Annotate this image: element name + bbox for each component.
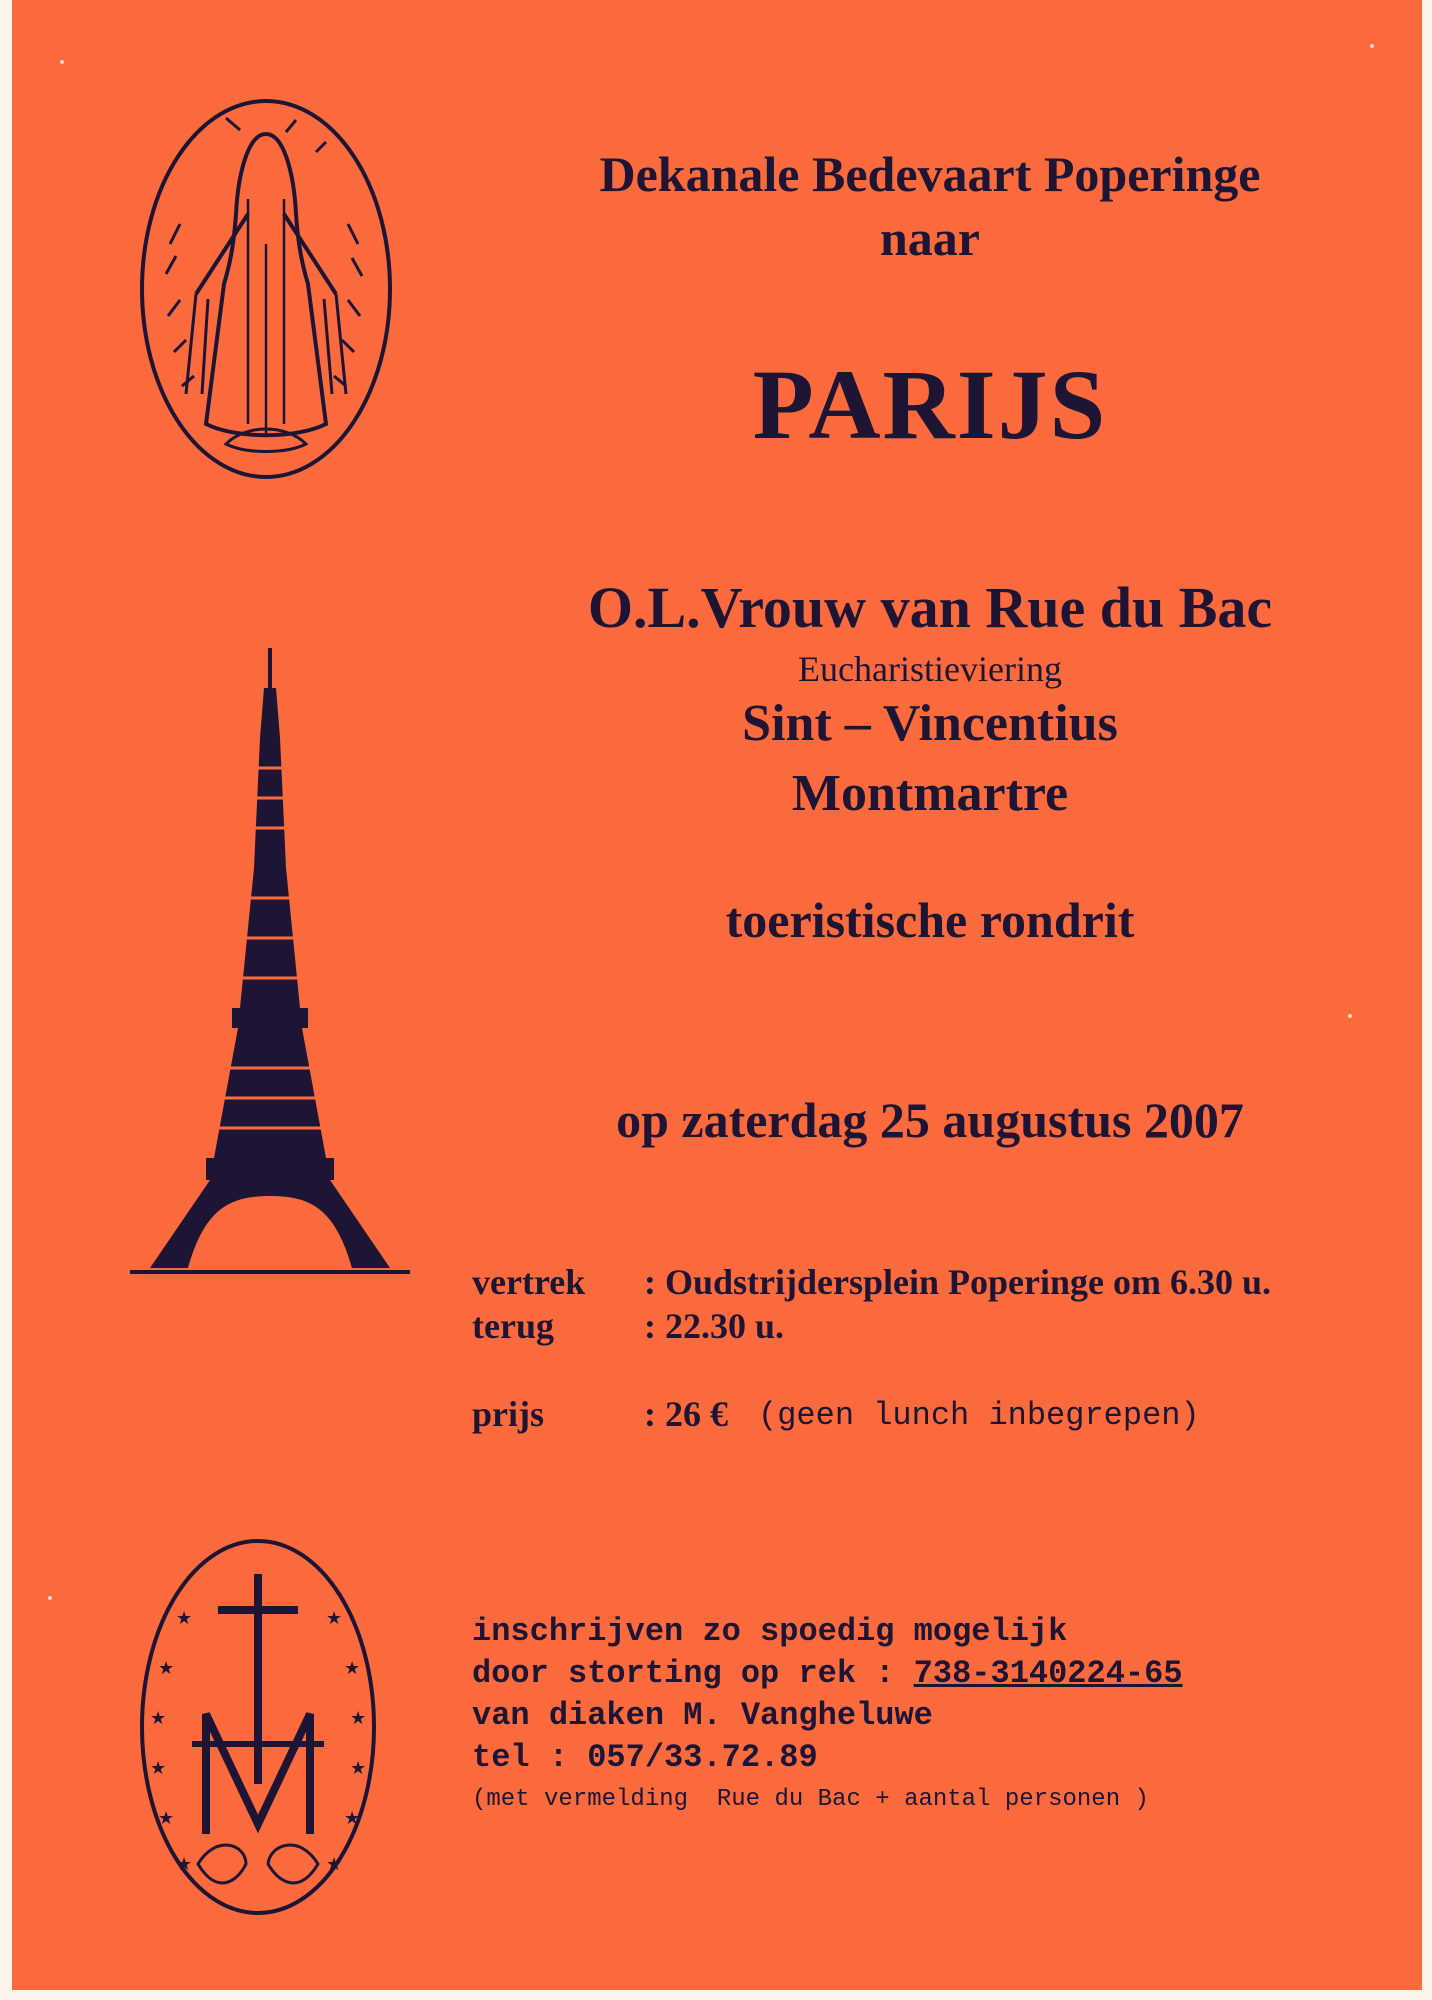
departure-label: vertrek [472, 1262, 586, 1302]
paper-speck [48, 1596, 52, 1600]
program-item-montmartre: Montmartre [791, 765, 1069, 822]
svg-text:★: ★ [344, 1658, 361, 1679]
destination-heading: PARIJS [752, 349, 1108, 460]
miraculous-medal-reverse-icon [136, 1534, 380, 1920]
svg-text:★: ★ [150, 1708, 167, 1729]
svg-text:★: ★ [350, 1758, 367, 1779]
svg-text:★: ★ [350, 1708, 367, 1729]
price-label: prijs [472, 1394, 544, 1434]
price-note: (geen lunch inbegrepen) [758, 1397, 1200, 1434]
payment-line [472, 1654, 1183, 1694]
paper-edge-right [1422, 0, 1432, 2000]
payment-text: door storting op rek : [472, 1655, 914, 1692]
event-date: op zaterdag 25 augustus 2007 [616, 1092, 1244, 1148]
program-item-eucharist: Eucharistieviering [798, 649, 1062, 689]
svg-text:★: ★ [326, 1854, 343, 1875]
paper-speck [60, 60, 64, 64]
phone-line: tel : 057/33.72.89 [472, 1739, 818, 1776]
return-label: terug [472, 1306, 554, 1346]
miraculous-medal-mary-icon [136, 94, 396, 484]
program-item-rue-du-bac: O.L.Vrouw van Rue du Bac [587, 575, 1273, 640]
paper-speck [1370, 44, 1374, 48]
poster-subtitle: naar [880, 210, 980, 266]
svg-text:★: ★ [176, 1854, 193, 1875]
program-item-tour: toeristische rondrit [725, 892, 1135, 948]
svg-text:★: ★ [150, 1758, 167, 1779]
return-value: : 22.30 u. [644, 1306, 785, 1346]
program-item-sint-vincentius: Sint – Vincentius [742, 695, 1118, 752]
paper-edge-left [0, 0, 12, 2000]
account-number: 738-3140224-65 [913, 1655, 1183, 1692]
price-value: : 26 € [644, 1394, 728, 1434]
svg-text:★: ★ [158, 1808, 175, 1829]
eiffel-tower-icon [130, 648, 410, 1278]
poster-title: Dekanale Bedevaart Poperinge [599, 146, 1261, 202]
mention-note: (met vermelding Rue du Bac + aantal personen ) [472, 1786, 1149, 1813]
registration-line: inschrijven zo spoedig mogelijk [472, 1613, 1068, 1650]
paper-speck [1348, 1014, 1352, 1018]
svg-text:★: ★ [158, 1658, 175, 1679]
svg-text:★: ★ [326, 1608, 343, 1629]
departure-value: : Oudstrijdersplein Poperinge om 6.30 u. [644, 1262, 1271, 1302]
svg-text:★: ★ [344, 1808, 361, 1829]
paper-edge-bottom [0, 1990, 1432, 2000]
deacon-line: van diaken M. Vangheluwe [472, 1697, 933, 1734]
svg-text:★: ★ [176, 1608, 193, 1629]
